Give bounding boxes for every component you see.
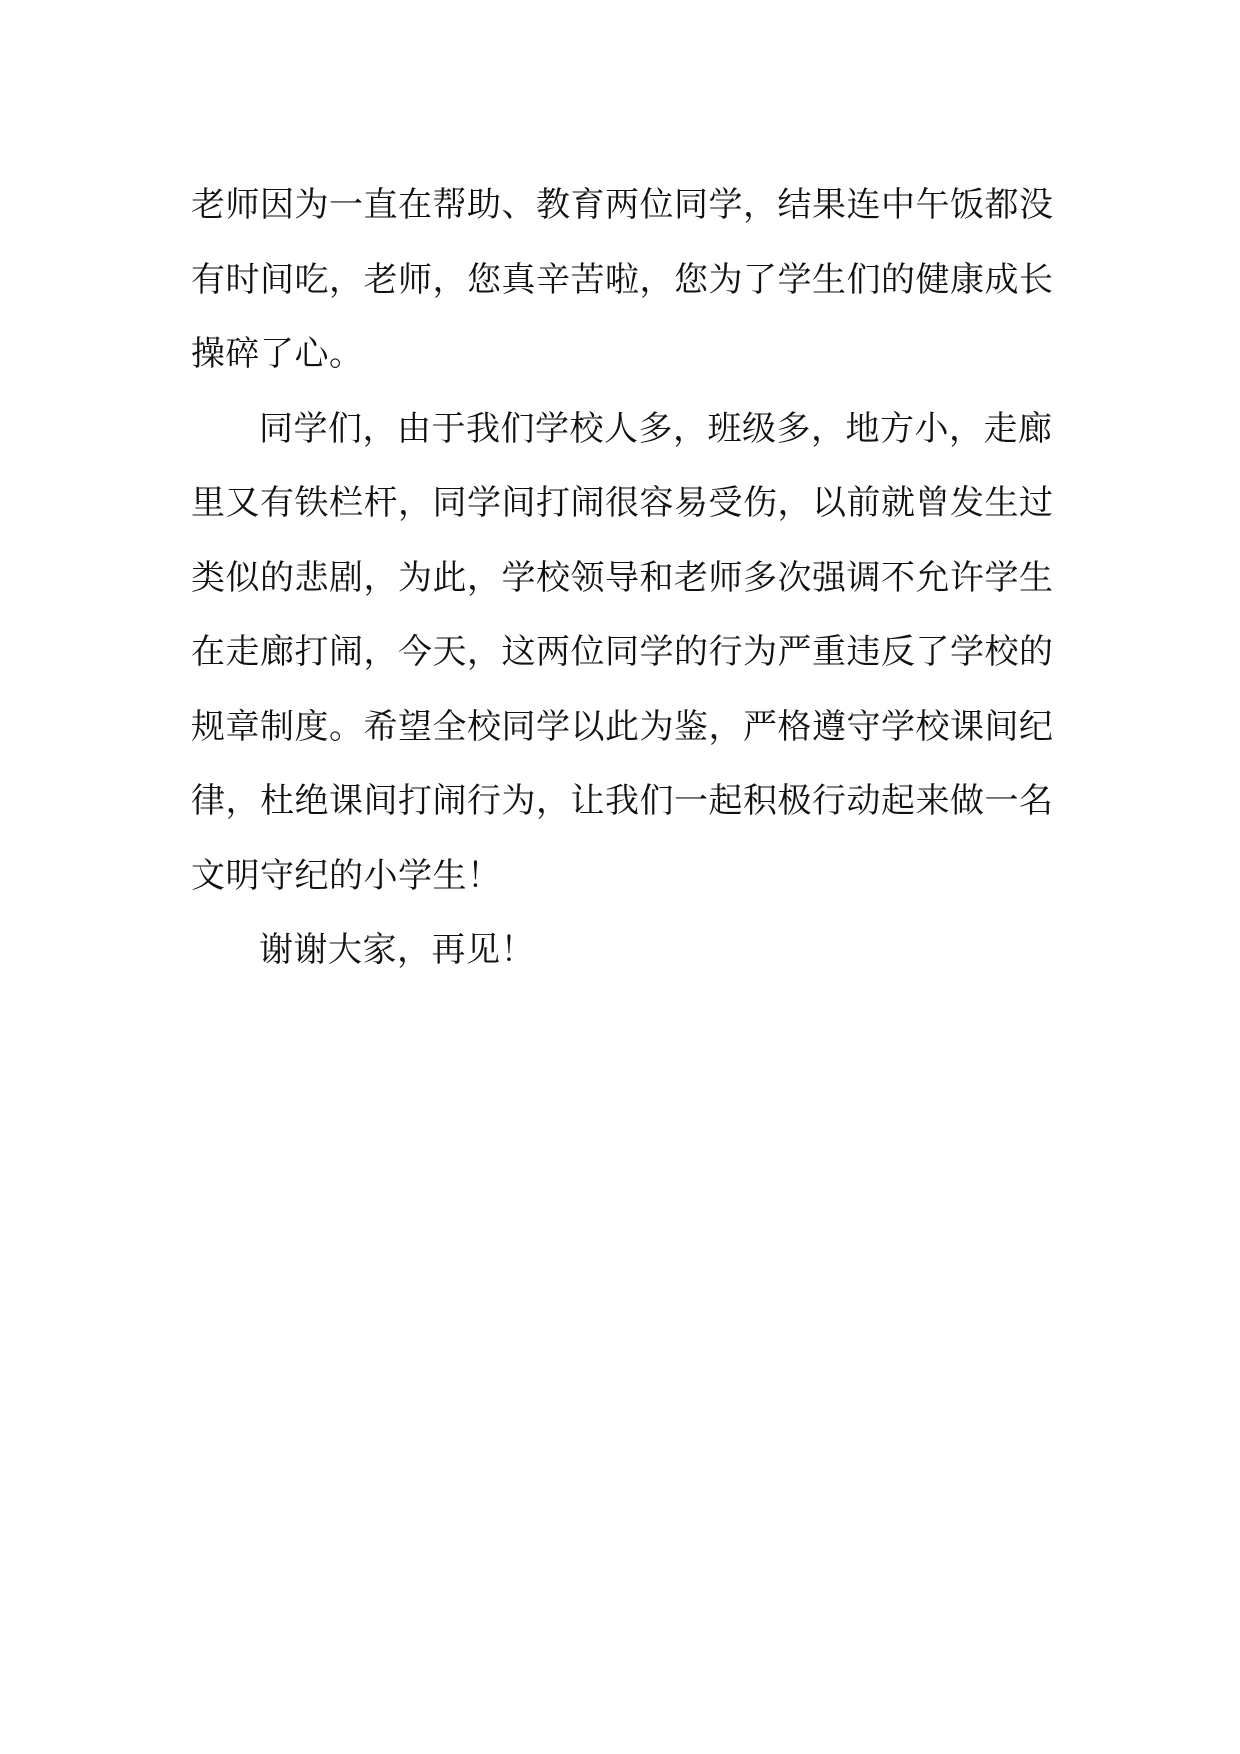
text-line: 有时间吃，老师，您真辛苦啦，您为了学生们的健康成长 [191, 259, 1054, 300]
text-line: 在走廊打闹，今天，这两位同学的行为严重违反了学校的 [191, 632, 1054, 672]
text-line: 类似的悲剧，为此，学校领导和老师多次强调不允许学生 [191, 557, 1054, 598]
text-line: 规章制度。希望全校同学以此为鉴，严格遵守学校课间纪 [191, 706, 1054, 747]
text-line: 律，杜绝课间打闹行为，让我们一起积极行动起来做一名 [191, 781, 1054, 821]
text-line: 老师因为一直在帮助、教育两位同学，结果连中午饭都没 [191, 185, 1054, 225]
text-line: 操碎了心。 [191, 334, 364, 374]
text-line: 谢谢大家，再见！ [259, 930, 535, 970]
text-line: 里又有铁栏杆，同学间打闹很容易受伤，以前就曾发生过 [191, 483, 1054, 523]
paragraph-classmates [191, 392, 1054, 914]
paragraph-closing [191, 913, 1051, 988]
text-line: 文明守纪的小学生！ [191, 855, 502, 896]
paragraph-continuation [191, 168, 1054, 392]
body-text [191, 168, 1054, 988]
text-line: 同学们，由于我们学校人多，班级多，地方小，走廊 [259, 408, 1053, 449]
